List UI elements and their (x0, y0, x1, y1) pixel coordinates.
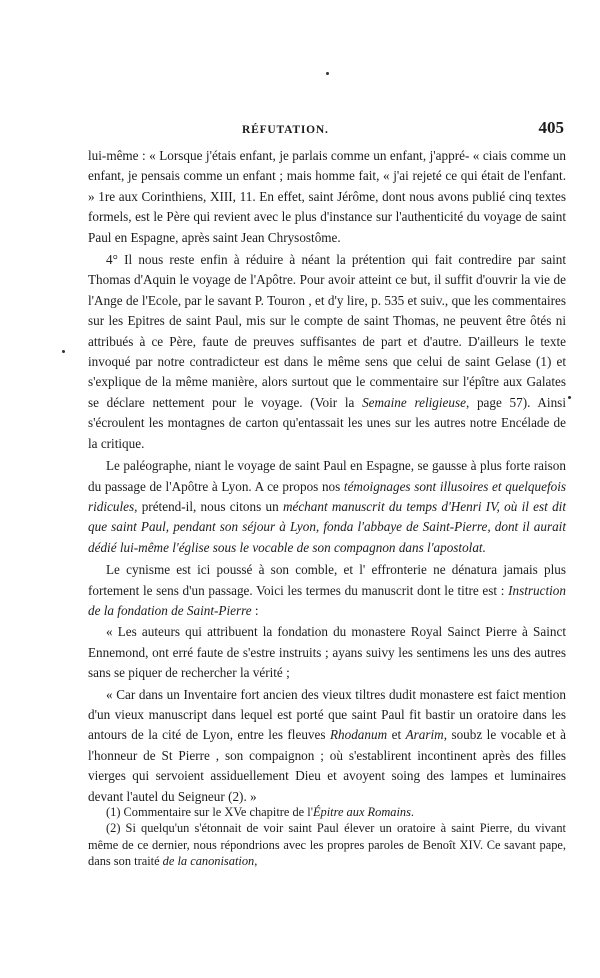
footnotes (88, 804, 566, 870)
paper-speck (568, 396, 571, 399)
text-run: lui-même : « Lorsque j'étais enfant, je parlais comme un enfant, j'appré- « ciais comme un enfant, je pensais comme un enfant ; mais homme fait, « j'ai rejeté ce qui était de l'enfant. » 1re aux Corinthiens, XIII, 11. En effet, saint Jérôme, dont nous avons publié cinq textes formels, est le Père qui revient avec le plus d'instance sur l'authenticité du voyage de saint Paul en Espagne, après saint Jean Chrysostôme. (88, 148, 566, 245)
text-run: , (254, 854, 258, 869)
italic-text: Semaine religieuse (362, 394, 466, 410)
footnote (88, 804, 566, 820)
paragraph (88, 560, 566, 621)
text-run: (2) Si quelqu'un s'étonnait de voir saint Paul élever un oratoire à saint Pierre, du vivant même de ce dernier, nous répondrions avec les propres paroles de Benoît XIV. Ce savant pape, dans son traité (88, 821, 566, 869)
text-run: 4° Il nous reste enfin à réduire à néant la prétention qui fait contredire par saint Thomas d'Aquin le voyage de l'Apôtre. Pour avoir atteint ce but, il suffit d'ouvrir la vie de l'Ange de l'Ecole, par le savant P. Touron , et d'y lire, p. 535 et suiv., que les commentaires sur les Epitres de saint Paul, mis sur le compte de saint Thomas, ne peuvent être ôtés ni attribués à ce Père, faute de preuves suffisantes de part et d'autre. D'ailleurs le texte invoqué par notre contradicteur est dans le même sens que celui de saint Gelase (1) et s'explique de la même manière, alors surtout que le commentaire sur l'épître aux Galates se déclare nettement pour le voyage. (Voir la (88, 252, 566, 410)
text-run: : (251, 602, 259, 618)
running-title: RÉFUTATION. (242, 124, 329, 136)
text-run: « Les auteurs qui attribuent la fondation du monastere Royal Sainct Pierre à Sainct Ennemond, ont erré faute de s'estre instruits ; ayans suivy les sentimens les uns des autres sans se piquer de rechercher la vérité ; (88, 624, 566, 681)
italic-text: de la canonisation (162, 854, 255, 869)
paper-speck (62, 350, 65, 353)
text-run: « Car dans un Inventaire fort ancien des vieux tiltres dudit monastere est faict mention d'un vieux manuscript dans lequel est porté que saint Paul fit bastir un oratoire dans les antours de la cité de Lyon, entre les fleuves (88, 686, 566, 743)
page-header (88, 118, 566, 140)
body-text (88, 146, 566, 807)
text-run: Le paléographe, niant le voyage de saint Paul en Espagne, se gausse à plus forte raison du passage de l'Apôtre à Lyon. A ce propos nos (88, 458, 566, 494)
italic-text: Rhodanum (329, 727, 388, 743)
quoted-paragraph (88, 685, 566, 807)
italic-text: Instruction de la fondation de Saint-Pierre (88, 582, 566, 618)
italic-text: témoignages sont illusoires et quelquefois ridicules (88, 478, 567, 514)
footnote (88, 820, 566, 869)
text-run: (1) Commentaire sur le XVe chapitre de l' (106, 805, 313, 819)
text-run: , prétend-il, nous citons un (134, 498, 283, 514)
text-run: Le cynisme est ici poussé à son comble, et l' effronterie ne dénatura jamais plus fortement le sens d'un passage. Voici les termes du manuscrit dont le titre est : (88, 562, 566, 598)
paragraph (88, 456, 566, 558)
paragraph (88, 250, 566, 454)
italic-text: méchant manuscrit du temps d'Henri IV, où il est dit que saint Paul, pendant son séjour à Lyon, fonda l'abbaye de Saint-Pierre, dont il aurait dédié lui-même l'église sous le vocable de son compagnon dans l'apostolat. (88, 498, 566, 555)
quoted-paragraph (88, 622, 566, 683)
text-run: , page 57). Ainsi s'écroulent les montagnes de carton qu'entassait les unes sur les autres notre Encélade de la critique. (88, 394, 566, 451)
italic-text: Épitre aux Romains (312, 805, 411, 819)
page-number: 405 (538, 118, 564, 137)
italic-text: Ararim (405, 727, 444, 743)
text-run: . (410, 805, 415, 819)
paragraph (88, 146, 566, 248)
text-run: et (387, 727, 406, 743)
text-run: , soubz le vocable et à l'honneur de St Pierre , son compaignon ; où s'establirent incontinent après des filles vierges qui servoient assiduellement Dieu et avoyent soing des lampes et luminaires devant l'autel du Seigneur (2). » (88, 727, 566, 804)
paper-speck (326, 72, 329, 75)
